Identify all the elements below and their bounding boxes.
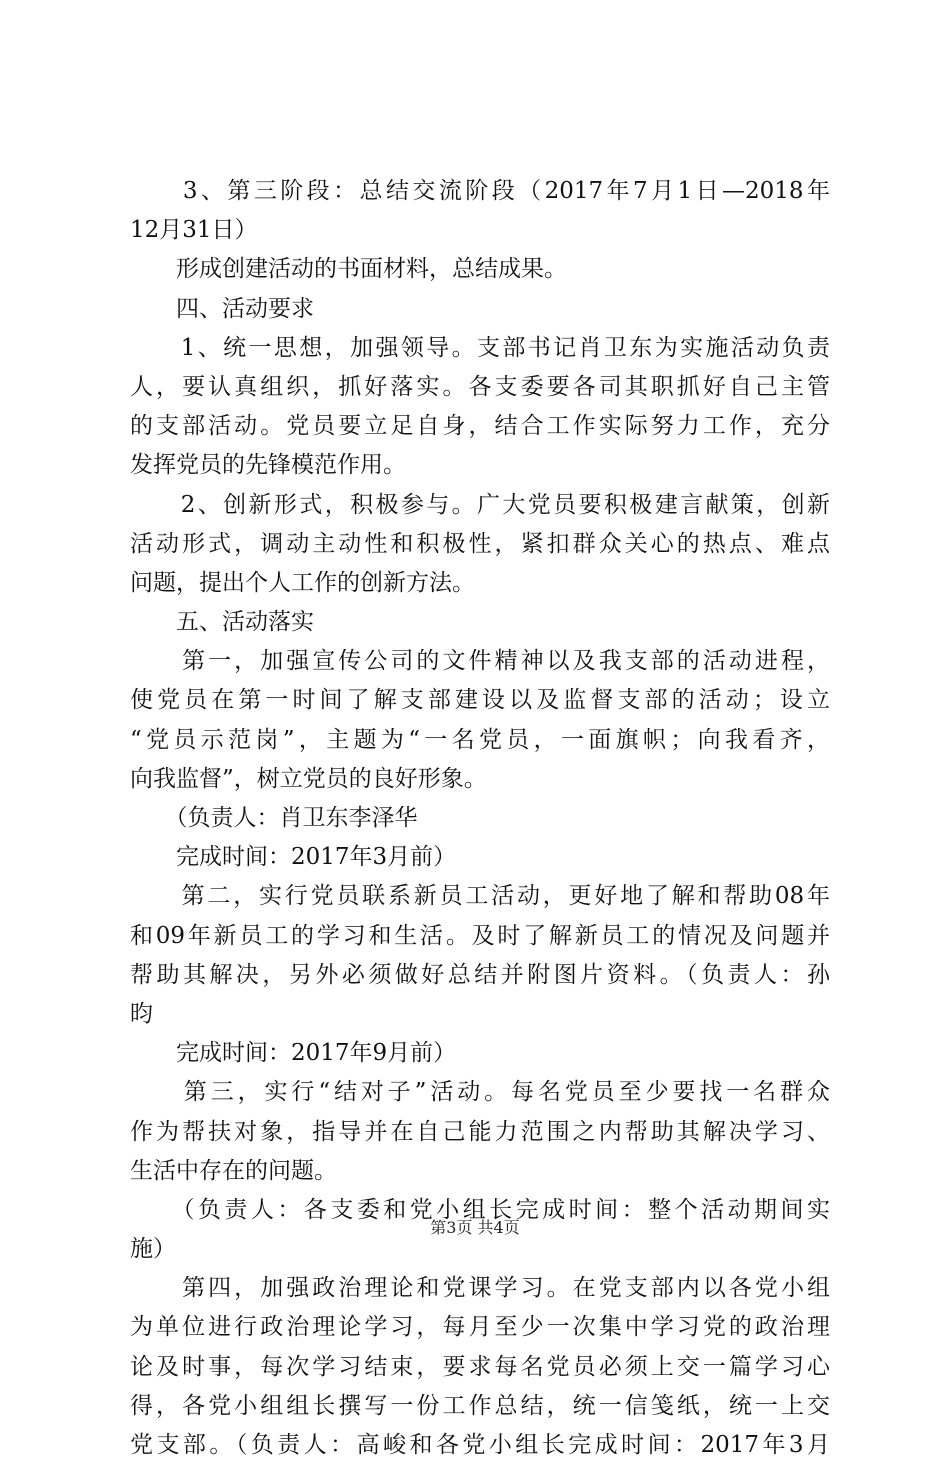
text-line: 作为帮扶对象，指导并在自己能力范围之内帮助其解决学习、 bbox=[130, 1118, 830, 1145]
text-line: 四、活动要求 bbox=[130, 295, 314, 322]
text-line: 五、活动落实 bbox=[130, 609, 314, 636]
text-line: 帮助其解决，另外必须做好总结并附图片资料。（负责人：孙 bbox=[130, 961, 830, 988]
text-line: 3、第三阶段：总结交流阶段（2017年7月1日—2018年 bbox=[130, 178, 830, 204]
text-line: 使党员在第一时间了解支部建设以及监督支部的活动；设立 bbox=[130, 687, 830, 714]
text-line: 党支部。（负责人：高峻和各党小组长完成时间：2017年3月 bbox=[130, 1432, 830, 1458]
text-line: 第四，加强政治理论和党课学习。在党支部内以各党小组 bbox=[130, 1275, 830, 1302]
text-line: 向我监督”，树立党员的良好形象。 bbox=[130, 765, 487, 792]
text-line: 问题，提出个人工作的创新方法。 bbox=[130, 569, 475, 596]
text-line: 为单位进行政治理论学习，每月至少一次集中学习党的政治理 bbox=[130, 1314, 830, 1341]
text-line: 12月31日） bbox=[130, 217, 258, 244]
text-line: 活动形式，调动主动性和积极性，紧扣群众关心的热点、难点 bbox=[130, 530, 830, 557]
text-line: 第三，实行“结对子”活动。每名党员至少要找一名群众 bbox=[130, 1079, 830, 1106]
text-line: 昀 bbox=[130, 1000, 153, 1027]
text-line: 人，要认真组织，抓好落实。各支委要各司其职抓好自己主管 bbox=[130, 373, 830, 400]
body-text bbox=[130, 172, 830, 1465]
text-line: （负责人：各支委和党小组长完成时间：整个活动期间实 bbox=[130, 1196, 830, 1223]
text-line: 和09年新员工的学习和生活。及时了解新员工的情况及问题并 bbox=[130, 922, 830, 949]
text-line: 2、创新形式，积极参与。广大党员要积极建言献策，创新 bbox=[130, 491, 830, 518]
text-line: 得，各党小组组长撰写一份工作总结，统一信笺纸，统一上交 bbox=[130, 1392, 830, 1419]
text-line: 形成创建活动的书面材料，总结成果。 bbox=[130, 256, 567, 283]
text-line: 生活中存在的问题。 bbox=[130, 1157, 337, 1184]
text-line: 发挥党员的先锋模范作用。 bbox=[130, 452, 406, 479]
text-line: 的支部活动。党员要立足自身，结合工作实际努力工作，充分 bbox=[130, 413, 830, 440]
text-line: （负责人：肖卫东李泽华 bbox=[130, 805, 418, 831]
text-line: 施） bbox=[130, 1236, 176, 1263]
text-line: 论及时事，每次学习结束，要求每名党员必须上交一篇学习心 bbox=[130, 1353, 830, 1380]
text-line: 完成时间：2017年3月前） bbox=[130, 844, 457, 871]
page-footer: 第3页 共4页 bbox=[430, 1218, 520, 1237]
text-line: 1、统一思想，加强领导。支部书记肖卫东为实施活动负责 bbox=[130, 334, 830, 361]
text-line: “党员示范岗”，主题为“一名党员，一面旗帜；向我看齐， bbox=[130, 726, 830, 753]
text-line: 第一，加强宣传公司的文件精神以及我支部的活动进程， bbox=[130, 648, 830, 675]
text-line: 第二，实行党员联系新员工活动，更好地了解和帮助08年 bbox=[130, 883, 830, 910]
text-line: 完成时间：2017年9月前） bbox=[130, 1040, 457, 1067]
